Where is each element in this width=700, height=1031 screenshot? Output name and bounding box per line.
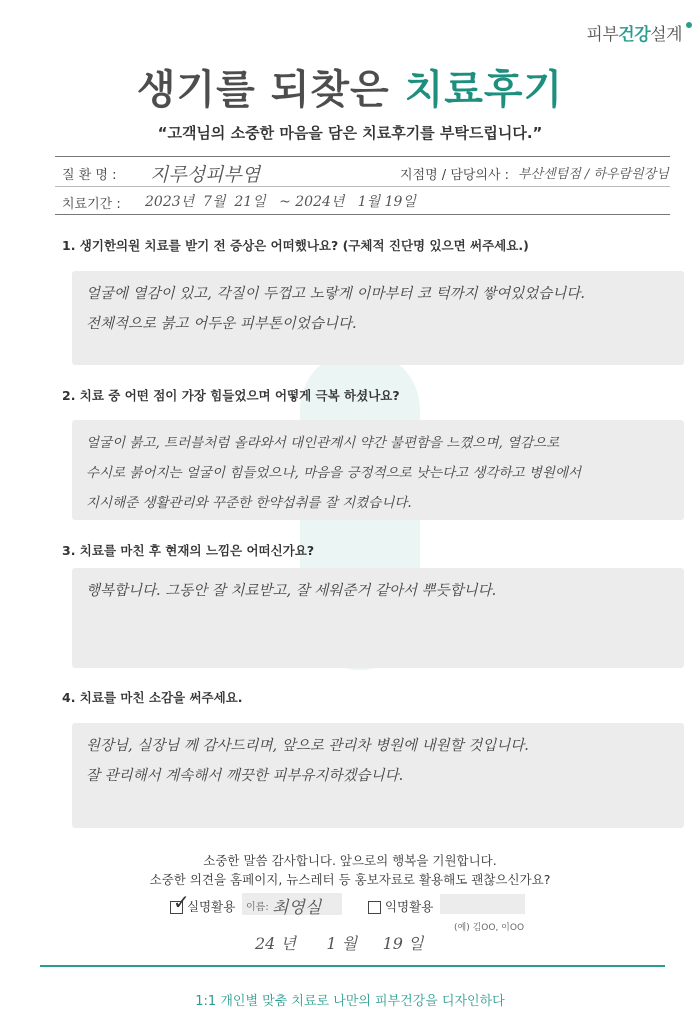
page-title: 생기를 되찾은 치료후기 — [136, 67, 564, 113]
answer-box-2 — [72, 420, 684, 520]
answer-line: 행복합니다. 그동안 잘 치료받고, 잘 세워준거 같아서 뿌듯합니다. — [86, 583, 497, 599]
answer-box-4 — [72, 723, 684, 828]
answer-line: 얼굴에 열감이 있고, 각질이 두껍고 노랗게 이마부터 코 턱까지 쌓여있었습니다. — [86, 286, 585, 302]
real-name-label: 실명활용 — [186, 899, 236, 914]
anon-label: 익명활용 — [384, 899, 434, 914]
divider-period — [55, 214, 670, 215]
question-3: 3. 치료를 마친 후 현재의 느낌은 어떠신가요? — [62, 543, 315, 558]
footer-slogan: 1:1 개인별 맞춤 치료로 나만의 피부건강을 디자인하다 — [195, 994, 505, 1009]
period-value: 2023년 7월 21일 ~ 2024년 1월 19일 — [145, 194, 416, 210]
answer-line: 원장님, 실장님 께 감사드리며, 앞으로 관리차 병원에 내원할 것입니다. — [86, 738, 529, 754]
page-subtitle: “고객님의 소중한 마음을 담은 치료후기를 부탁드립니다.” — [157, 124, 543, 142]
answer-box-1 — [72, 271, 684, 365]
name-box[interactable] — [242, 893, 342, 918]
answer-line: 전체적으로 붉고 어두운 피부톤이었습니다. — [86, 316, 357, 332]
question-4: 4. 치료를 마친 소감을 써주세요. — [62, 690, 243, 705]
question-1: 1. 생기한의원 치료를 받기 전 증상은 어떠했나요? (구체적 진단명 있으면 써주세요.) — [62, 238, 529, 253]
name-value: 최영실 — [272, 898, 322, 918]
period-label: 치료기간 : — [62, 197, 121, 212]
branch-label: 지점명 / 담당의사 : — [400, 168, 510, 183]
anon-name-box[interactable] — [440, 894, 525, 914]
branch-value: 부산센텀점 / 하우람원장님 — [518, 167, 669, 182]
disease-label: 질 환 명 : — [62, 168, 117, 183]
answer-box-3 — [72, 568, 684, 668]
signature-date: 24 년 1 월 19 일 — [255, 934, 424, 953]
answer-line: 지시해준 생활관리와 꾸준한 한약섭취를 잘 지켰습니다. — [86, 495, 412, 511]
footer-divider — [40, 965, 665, 967]
name-example: (예) 김OO, 이OO — [454, 923, 525, 933]
question-2: 2. 치료 중 어떤 점이 가장 힘들었으며 어떻게 극복 하셨나요? — [62, 388, 400, 403]
divider-info — [55, 186, 670, 187]
divider-top — [55, 156, 670, 157]
answer-line: 수시로 붉어지는 얼굴이 힘들었으나, 마음을 긍정적으로 낫는다고 생각하고 병원에서 — [86, 465, 582, 481]
name-label: 이름: — [246, 902, 269, 913]
closing-consent-question: 소중한 의견을 홈페이지, 뉴스레터 등 홍보자료로 활용해도 괜찮으신가요? — [149, 872, 551, 887]
answer-line: 얼굴이 붉고, 트러블처럼 올라와서 대인관계시 약간 불편함을 느꼈으며, 열감으로 — [86, 435, 560, 451]
anon-option[interactable] — [368, 897, 433, 915]
answer-line: 잘 관리해서 계속해서 깨끗한 피부유지하겠습니다. — [86, 768, 404, 784]
brand-dot-icon — [686, 22, 692, 28]
anon-checkbox[interactable] — [368, 901, 381, 914]
closing-thanks: 소중한 말씀 감사합니다. 앞으로의 행복을 기원합니다. — [203, 853, 497, 868]
disease-value: 지루성피부염 — [150, 164, 261, 186]
brand-logo: 피부건강설계 — [586, 25, 682, 45]
check-mark-icon: ✓ — [173, 890, 190, 914]
